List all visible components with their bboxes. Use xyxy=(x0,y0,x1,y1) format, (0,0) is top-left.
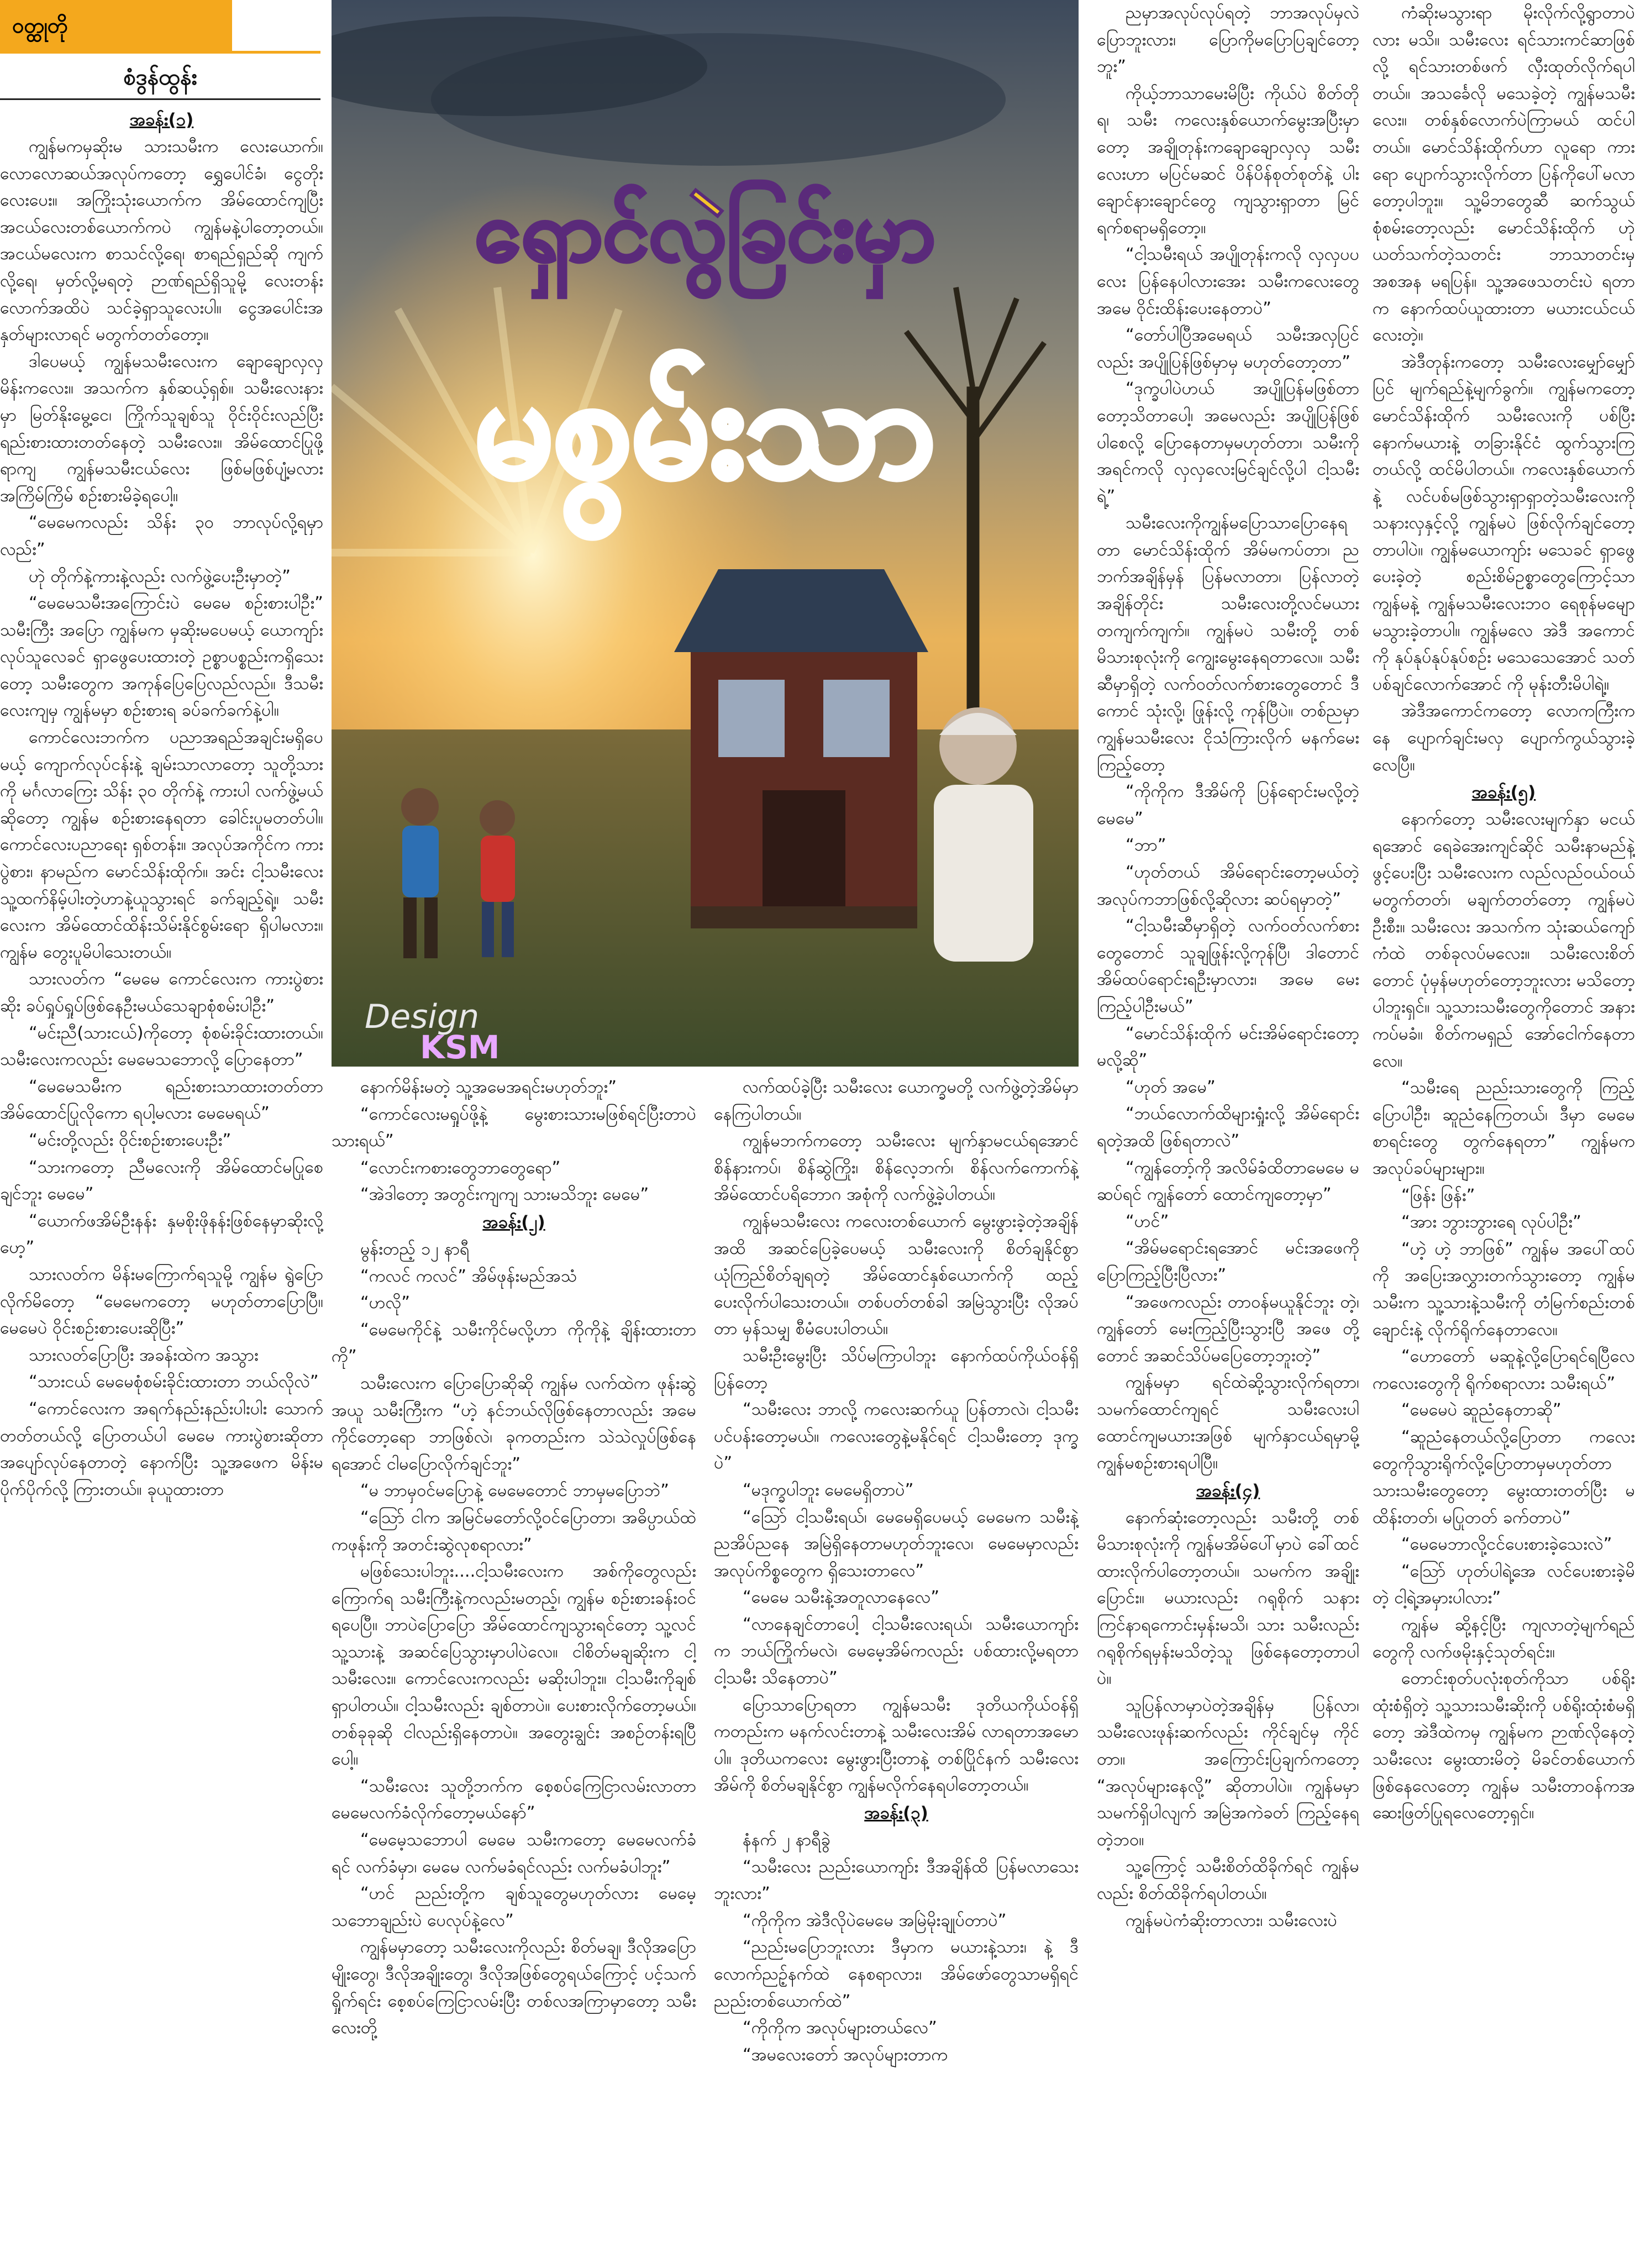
paragraph: “ဟလို” xyxy=(360,1293,411,1313)
paragraph: “သားငယ် မေမေစုံစမ်းခိုင်းထားတာ ဘယ်လိုလဲ” xyxy=(29,1372,319,1392)
paragraph: “တော်ပါပြီအမေရယ် သမီးအလှပြင်လည်း အပျိုပြန်ဖြစ်မှာမှ မဟုတ်တော့တာ” xyxy=(1097,326,1359,372)
cover-illustration xyxy=(332,0,1079,1067)
paragraph: “ကောင်လေးက အရက်နည်းနည်းပါးပါး သောက်တတ်တယ်လို့ ပြောတယ်ပါ မေမေ ကားပွဲစားဆိုတာ အပျော်လုပ်နေတာတဲ့ နောက်ပြီး သူ့အဖေက မိန်းမ ပိုက်ပိုက်လို့ ကြားတယ်။ ခုယူထားတာ xyxy=(0,1399,323,1499)
paragraph: “ငါ့သမီးရယ် အပျိုတုန်းကလို လှလှပပလေး ပြန်နေပါလားအေး သမီးကလေးတွေ အမေ ဝိုင်းထိန်းပေးနေတာပဲ” xyxy=(1097,245,1359,318)
paragraph: သမီးလေးကိုကျွန်မပြောသာပြောနေရတာ မောင်သိန်းထိုက် အိမ်မကပ်တာ၊ ညဘက်အချိန်မှန် ပြန်မလာတာ၊ ပြန်လာတဲ့အချိန်တိုင်း သမီးလေးတို့လင်မယား တကျက်ကျက်။ ကျွန်မပဲ သမီးတို့ တစ်မိသားစုလုံးကို ကျွေးမွေးနေရတာလေ။ သမီးဆီမှာရှိတဲ့ လက်ဝတ်လက်စားတွေတောင် ဒီကောင် သုံးလို့၊ ဖြုန်းလို့ ကုန်ပြီပဲ။ တစ်ညမှာ ကျွန်မသမီးလေး ငိုသံကြားလိုက် မနက်မေးကြည့်တော့ xyxy=(1097,513,1359,775)
paragraph: “လာနေချင်တာပေါ့ ငါ့သမီးလေးရယ်၊ သမီးယောကျာ်းက ဘယ်ကြိုက်မလဲ၊ မေမေ့အိမ်ကလည်း ပစ်ထားလို့မရတာ ငါ့သမီး သိနေတာပဲ” xyxy=(714,1614,1079,1688)
paragraph: “ကျွန်တော့်ကို အလိမ်ခံထိတာမေမေ မဆပ်ရင် ကျွန်တော် ထောင်ကျတော့မှာ” xyxy=(1097,1158,1359,1205)
paragraph: “သြော် ဟုတ်ပါရဲ့အေ လင်ပေးစားခဲ့မိတဲ့ ငါ့ရဲ့အမှားပါလား” xyxy=(1373,1561,1635,1608)
paragraph: မဖြစ်သေးပါဘူး....ငါ့သမီးလေးက အစ်ကိုတွေလည်းကြောက်ရ သမီးကြီးနဲ့ကလည်းမတည့်၊ ကျွန်မ စဉ်းစားခန်းဝင်ရပေပြီ။ ဘာပဲပြောပြော အိမ်ထောင်ကျသွားရင်တော့ သူ့လင်သူ့သားနဲ့ အဆင်ပြေသွားမှာပါပဲလေ။ ငါစိတ်မချဆိုးက ငါ့သမီးလေး။ ကောင်လေးကလည်း မဆိုးပါဘူး။ ငါ့သမီးကိုချစ်ရှာပါတယ်။ ငါ့သမီးလည်း ချစ်တာပဲ။ ပေးစားလိုက်တော့မယ်။ တစ်ခုခုဆို ငါလည်းရှိနေတာပဲ။ အတွေးချွင်း အစဉ်တန်းရပြီပေါ့။ xyxy=(332,1562,696,1770)
house xyxy=(674,569,928,928)
paragraph: သူပြန်လာမှာပဲတဲ့အချိန်မှ ပြန်လာ၊ သမီးလေးဖုန်းဆက်လည်း ကိုင်ချင်မှ ကိုင်တာ။ အကြောင်းပြချက်ကတော့ “အလုပ်များနေလို့” ဆိုတာပါပဲ။ ကျွန်မမှာ သမက်ရှိပါလျက် အမြဲအကဲခတ် ကြည့်နေရတဲ့ဘဝ။ xyxy=(1097,1695,1359,1850)
paragraph: “မေမေပဲ ဆူညံနေတာဆို” xyxy=(1401,1400,1562,1420)
paragraph: “ညည်းမပြောဘူးလား ဒီမှာက မယားနဲ့သား၊ နဲ့ ဒီလောက်ညဉ့်နက်ထဲ နေစရာလား၊ အိမ်ဖော်တွေသာမရှိရင် ညည်းတစ်ယောက်ထဲ” xyxy=(714,1938,1079,2011)
paragraph: “လောင်းကစားတွေဘာတွေရော” xyxy=(360,1158,561,1178)
paragraph: ကိုယ့်ဘာသာမေးမိပြီး ကိုယ်ပဲ စိတ်တိုရ၊ သမီး ကလေးနှစ်ယောက်မွေးအပြီးမှာတော့ အချိုတုန်းကချောချောလှလှ သမီးလေးဟာ မပြင်မဆင် ပိန်ပိန်စုတ်စုတ်နဲ့ ပါးချောင်နားချောင်တွေ ကျသွားရှာတာ မြင်ရက်စရာမရှိတော့။ xyxy=(1097,83,1359,238)
paragraph: “မေမေဘာလို့ငင်ပေးစားခဲ့သေးလဲ” xyxy=(1401,1535,1612,1555)
paragraph: “ကိုကိုက ဒီအိမ်ကို ပြန်ရောင်းမလို့တဲ့ မေမေ” xyxy=(1097,782,1359,828)
paragraph: “မေမေသမီးအကြောင်းပဲ မေမေ စဉ်းစားပါဦး” သမီးကြီး အပြော ကျွန်မက မှဆိုးမပေမယ့် ယောကျာ်းလုပ်သူလေခင် ရှာဖွေပေးထားတဲ့ ဥစ္စာပစ္စည်းကရှိသေးတော့ သမီးတွေက အကုန်ပြေပြေလည်လည်။ ဒီသမီးလေးကျမှ ကျွန်မမှာ စဉ်းစားရ ခပ်ခက်ခက်နဲ့ပါ။ xyxy=(0,594,323,721)
paragraph: “သြော် ငါက အမြင်မတော်လို့ဝင်ပြောတာ၊ အဓိပ္ပာယ်ထဲကဖုန်းကို အတင်းဆွဲလုစရာလား” xyxy=(332,1508,696,1555)
paragraph: သားလတ်ပြောပြီး အခန်းထဲက အသွား xyxy=(29,1345,259,1365)
paragraph: “ဒုက္ခပါပဲဟယ် အပျိုပြန်မဖြစ်တာ တော့သိတာပေါ့၊ အမေလည်း အပျိုပြန်ဖြစ်ပါစေလို့ ပြောနေတာမှမဟုတ်တာ၊ သမီးကို အရင်ကလို လှလှလေးမြင်ချင်လို့ပါ ငါ့သမီးရဲ့” xyxy=(1097,379,1359,506)
paragraph: ကျွန်မပဲကံဆိုးတာလား၊ သမီးလေးပဲ xyxy=(1126,1910,1337,1930)
paragraph: “ယောက်ဖအိမ်ဦးနန်း နှမစိုးဖိုနန်းဖြစ်နေမှာဆိုးလို့ဟေ့” xyxy=(0,1211,323,1258)
paragraph: “ဟင် ညည်းတို့က ချစ်သူတွေမဟုတ်လား မေမေ့သဘောချည်းပဲ ပေလုပ်နဲ့လေ” xyxy=(332,1884,696,1930)
paragraph: “ဟဲ့ ဟဲ့ ဘာဖြစ်” ကျွန်မ အပေါ်ထပ်ကို အပြေးအလွှားတက်သွားတော့ ကျွန်မသမီးက သူ့သားနဲ့သမီးကို တံမြက်စည်းတစ်ချောင်းနဲ့ လိုက်ရိုက်နေတာလေ။ xyxy=(1373,1239,1635,1340)
paragraph: ကျွန်မမှာ ရင်ထဲဆို့သွားလိုက်ရတာ၊ သမက်ထောင်ကျရင် သမီးလေးပါ ထောင်ကျမယားအဖြစ် မျက်နှာငယ်ရမှာမို့ ကျွန်မစဉ်းစားရပါပြီ။ xyxy=(1097,1373,1359,1473)
paragraph: နောက်တော့ သမီးလေးမျက်နှာ မငယ်ရအောင် ရေခဲအေးကျင်ဆိုင် သမီးနာမည်နဲ့ဖွင့်ပေးပြီး သမီးလေးက လည်လည်ဝယ်ဝယ် မတွက်တတ်၊ မချက်တတ်တော့ ကျွန်မပဲ ဦးစီး။ သမီးလေး အသက်က သုံးဆယ်ကျော်ကံထဲ တစ်ခုလပ်မလေး။ သမီးလေးစိတ်တောင် ပုံမှန်မဟုတ်တော့ဘူးလား မသိတော့ပါဘူးရှင်။ သူ့သားသမီးတွေကိုတောင် အနားကပ်မခံ။ စိတ်ကမရှည် အော်ငေါက်နေတာလေ။ xyxy=(1373,810,1635,1071)
cover-title-line1: ရှောင်လွဲခြင်းမှာ xyxy=(474,183,936,280)
paragraph: သူ့ကြောင့် သမီးစိတ်ထိခိုက်ရင် ကျွန်မလည်း စိတ်ထိခိုက်ရပါတယ်။ xyxy=(1097,1857,1359,1903)
paragraph: “ဖြန်း ဖြန်း” xyxy=(1401,1185,1475,1205)
column-2 xyxy=(332,1074,696,2265)
paragraph: “ကိုကိုက အလုပ်များတယ်လေ” xyxy=(743,2018,937,2038)
paragraph: နောက်မိန်းမတဲ့ သူ့အမေအရင်းမဟုတ်ဘူး” xyxy=(360,1078,617,1097)
paragraph: “မေမေသမီးက ရည်းစားသာထားတတ်တာ အိမ်ထောင်ပြုလိုကော ရပါ့မလား မေမေရယ်” xyxy=(0,1077,323,1124)
paragraph: “သမီးလေး ဘာလို့ ကလေးဆက်ယူ ပြန်တာလဲ၊ ငါ့သမီးပင်ပန်းတော့မယ်။ ကလေးတွေနဲ့မနိုင်ရင် ငါ့သမီးတော့ ဒုက္ခပဲ” xyxy=(714,1400,1079,1473)
author-divider xyxy=(0,98,320,100)
paragraph: “သမီးလေး သူတို့ဘက်က စေ့စပ်ကြေငြာလမ်းလာတာ မေမေလက်ခံလိုက်တော့မယ်နော်” xyxy=(332,1776,696,1823)
paragraph: ကောင်လေးဘက်က ပညာအရည်အချင်းမရှိပေမယ့် ကျောက်လုပ်ငန်းနဲ့ ချမ်းသာလာတော့ သူတို့သားကို မင်္ဂလာကြေး သိန်း ၃၀ တိုက်နဲ့ ကားပါ လက်ဖွဲ့မယ်ဆိုတော့ ကျွန်မ စဉ်းစားနေရတာ ခေါင်းပူမတတ်ပါ။ ကောင်လေးပညာရေး ရှစ်တန်း။ အလုပ်အကိုင်က ကားပွဲစား၊ နာမည်က မောင်သိန်းထိုက်။ အင်း ငါ့သမီးလေး သူ့ထက်နိမ့်ပါးတဲ့ဟာနဲ့ယူသွားရင် ခက်ချည့်ရဲ့။ သမီးလေးက အိမ်ထောင်ထိန်းသိမ်းနိုင်စွမ်းရော ရှိပါမလား။ ကျွန်မ တွေးပူမိပါသေးတယ်။ xyxy=(0,728,323,962)
paragraph: “ဘာ” xyxy=(1126,836,1166,855)
paragraph: ကျွန်မ ဆို့နင့်ပြီး ကျလာတဲ့မျက်ရည်တွေကို လက်ဖမိုးနှင့်သုတ်ရင်း။ xyxy=(1373,1615,1635,1662)
paragraph: “ဟင်” xyxy=(1126,1211,1169,1231)
paragraph: သားလတ်က မိန်းမကြောက်ရသူမို့ ကျွန်မ ရွဲပြောလိုက်မိတော့ “မေမေကတော့ မဟုတ်တာပြောပြီ။ မေမေပဲ ဝိုင်းစဉ်းစားပေးဆိုပြီး” xyxy=(0,1264,323,1338)
paragraph: “မ ဘာမှဝင်မပြောနဲ့ မေမေတောင် ဘာမှမပြောဘဲ” xyxy=(360,1481,669,1501)
paragraph: မွန်းတည့် ၁၂ နာရီ xyxy=(360,1239,470,1259)
paragraph: ကျွန်မမှာတော့ သမီးလေးကိုလည်း စိတ်မချ၊ ဒီလိုအပြောမျိုးတွေ၊ ဒီလိုအချိုးတွေ၊ ဒီလိုအဖြစ်တွေရယ်ကြောင့် ပင့်သက်ရှိုက်ရင်း စေ့စပ်ကြေငြာလမ်းပြီး တစ်လအကြာမှာတော့ သမီးလေးတို့ xyxy=(332,1938,696,2038)
paragraph: နံနက် ၂ နာရီခွဲ xyxy=(743,1830,830,1850)
paragraph: “မေမေ သမီးနဲ့အတူလာနေလေ” xyxy=(743,1588,940,1608)
chapter-heading: အခန်း(၄) xyxy=(1196,1481,1260,1501)
section-tag-underline xyxy=(0,51,320,54)
paragraph: သမီးဦးမွေးပြီး သိပ်မကြာပါဘူး နောက်ထပ်ကိုယ်ဝန်ရှိပြန်တော့ xyxy=(714,1346,1079,1393)
paragraph: သမီးလေးက ပြောပြောဆိုဆို ကျွန်မ လက်ထဲက ဖုန်းဆွဲအယူ သမီးကြီးက “ဟဲ့ နင်ဘယ်လိုဖြစ်နေတာလည်း အမေကိုင်တော့ရော ဘာဖြစ်လဲ၊ ခုကတည်းက သဲသဲလှုပ်ဖြစ်နေရအောင် ငါမပြောလိုက်ချင်ဘူး” xyxy=(332,1373,696,1474)
paragraph: “မင်းတို့လည်း ဝိုင်းစဉ်းစားပေးဦး” xyxy=(29,1130,232,1150)
column-3 xyxy=(714,1074,1079,2265)
paragraph: “သမီးလေး ညည်းယောကျာ်း ဒီအချိန်ထိ ပြန်မလာသေးဘူးလား” xyxy=(714,1857,1079,1904)
paragraph: ကျွန်မသမီးလေး ကလေးတစ်ယောက် မွေးဖွားခဲ့တဲ့အချိန်အထိ အဆင်ပြေခဲ့ပေမယ့် သမီးလေးကို စိတ်ချနိုင်စွာ ယုံကြည်စိတ်ချရတဲ့ အိမ်ထောင်နှစ်ယောက်ကို ထည့်ပေးလိုက်ပါသေးတယ်။ တစ်ပတ်တစ်ခါ အမြဲသွားပြီး လိုအပ်တာ မှန်သမျှ စီမံပေးပါတယ်။ xyxy=(714,1211,1079,1339)
paragraph: “အမလေးတော် အလုပ်များတာက xyxy=(743,2045,948,2065)
paragraph: “ငါ့သမီးဆီမှာရှိတဲ့ လက်ဝတ်လက်စားတွေတောင် သူချဖြုန်းလို့ကုန်ပြီ၊ ဒါတောင် အိမ်ထပ်ရောင်းရဦးမှာလား၊ အမေ မေးကြည့်ပါဦးမယ်” xyxy=(1097,916,1359,1016)
paragraph: “မေမေကလည်း သိန်း ၃၀ ဘာလုပ်လို့ရမှာလည်း” xyxy=(0,513,323,559)
paragraph: “ဘယ်လောက်ထိများရှုံးလို့ အိမ်ရောင်းရတဲ့အထိ ဖြစ်ရတာလဲ” xyxy=(1097,1104,1359,1151)
paragraph: “အဲဒါတော့ အတွင်းကျကျ သားမသိဘူး မေမေ” xyxy=(360,1185,649,1205)
paragraph: သားလတ်က “မေမေ ကောင်လေးက ကားပွဲစားဆိုး ခပ်ရှုပ်ရှုပ်ဖြစ်နေဦးမယ်သေချာစုံစမ်းပါဦး” xyxy=(0,969,323,1016)
paragraph: ညမှာအလုပ်လုပ်ရတဲ့ ဘာအလုပ်မှလဲ ပြောဘူးလား၊ ပြောကိုမပြောပြချင်တော့ဘူး” xyxy=(1097,3,1359,77)
paragraph: “ဟုတ် အမေ” xyxy=(1126,1077,1216,1097)
paragraph: တောင်းစုတ်ပလုံးစုတ်ကိုသာ ပစ်ရိုးထုံးစံရှိတဲ့ သူ့သားသမီးဆိုးကို ပစ်ရိုးထုံးစံမရှိတော့ အဲဒီထဲကမှ ကျွန်မက ဉာဏ်လိုနေတဲ့ သမီးလေး မွေးထားမိတဲ့ မိခင်တစ်ယောက်ဖြစ်နေလေတော့ ကျွန်မ သမီးတာဝန်ကအဆေးဖြတ်ပြုရလေတော့ရှင်။ xyxy=(1373,1669,1635,1823)
column-1 xyxy=(0,106,323,2264)
cover-designer: KSM xyxy=(420,1028,500,1066)
paragraph: “ကိုကိုက အဲဒီလိုပဲမေမေ အမြဲမိုးချုပ်တာပဲ” xyxy=(743,1910,1007,1930)
column-5 xyxy=(1373,0,1635,2264)
chapter-heading: အခန်း(၅) xyxy=(1471,783,1536,803)
author-name: စံဒွန်ထွန်း xyxy=(123,65,197,90)
paragraph: “ကောင်လေးမရှုပ်ဖို့နဲ့ မွေးစားသားမဖြစ်ရင်ပြီးတာပဲ သားရယ်” xyxy=(332,1104,696,1151)
paragraph: ပြောသာပြောရတာ ကျွန်မသမီး ဒုတိယကိုယ်ဝန်ရှိကတည်းက မနက်လင်းတာနဲ့ သမီးလေးအိမ် လာရတာအမောပါ။ ဒုတိယကလေး မွေးဖွားပြီးတာနဲ့ တစ်ပြိုင်နက် သမီးလေးအိမ်ကို စိတ်မချနိုင်စွာ ကျွန်မလိုက်နေရပါတော့တယ်။ xyxy=(714,1695,1079,1796)
paragraph: “မဒုက္ခပါဘူး မေမေရှိတာပဲ” xyxy=(743,1480,914,1500)
paragraph: “မေမေကိုင်နဲ့ သမီးကိုင်မလို့ဟာ ကိုကိုနဲ့ ချိန်းထားတာကို” xyxy=(332,1320,696,1367)
paragraph: “ဆူညံနေတယ်လို့ပြောတာ ကလေးတွေကိုသွားရိုက်လို့ပြောတာမှမဟုတ်တာ သားသမီးတွေတော့ မွေးထားတတ်ပြီး မထိန်းတတ်၊ မပြုတတ် ခက်တာပဲ” xyxy=(1373,1427,1635,1527)
paragraph: ဟုဲ တိုက်နဲ့ကားနဲ့လည်း လက်ဖွဲ့ပေးဦးမှာတဲ့” xyxy=(29,566,291,586)
paragraph: အဲဒီအကောင်ကတော့ လောကကြီးကနေ ပျောက်ချင်းမလှ ပျောက်ကွယ်သွားခဲ့လေပြီ။ xyxy=(1373,701,1635,775)
paragraph: “အိမ်မရောင်းရအောင် မင်းအဖေကို ပြောကြည့်ပြီးပြီလား” xyxy=(1097,1238,1359,1285)
paragraph: “ကလင် ကလင်” အိမ်ဖုန်းမည်အသံ xyxy=(360,1266,577,1286)
paragraph: ကံဆိုးမသွားရာ မိုးလိုက်လို့ရွာတာပဲလား မသိ။ သမီးလေး ရင်သားကင်ဆာဖြစ်လို့ ရင်သားတစ်ဖက် လှီးထုတ်လိုက်ရပါတယ်။ အသင်္ခေလို မသေခဲ့တဲ့ ကျွန်မသမီးလေး။ တစ်နှစ်လောက်ပဲကြာမယ် ထင်ပါတယ်။ မောင်သိန်းထိုက်ဟာ လူရော ကားရော ပျောက်သွားလိုက်တာ ပြန်ကိုပေါ်မလာတော့ပါဘူး။ သူ့မိဘတွေဆီ ဆက်သွယ်စုံစမ်းတော့လည်း မောင်သိန်းထိုက် ဟုဲ ယတ်သက်တဲ့သတင်း ဘာသာတင်းမှ အစအန မရပြန်။ သူ့အဖေသတင်းပဲ ရတာက နောက်ထပ်ယူထားတာ မယားငယ်ငယ်လေးတဲ့။ xyxy=(1373,3,1635,345)
section-tag: ဝတ္ထုတို xyxy=(0,0,232,51)
paragraph: “ဟောတော် မဆူနဲ့လို့ပြောရင်ရပြီလေ ကလေးတွေကို ရိုက်စရာလား သမီးရယ်” xyxy=(1373,1347,1635,1393)
cover-title-line2: မစွမ်းသာ xyxy=(474,347,936,508)
paragraph: “သမီးရေ ညည်းသားတွေကို ကြည့်ပြောပါဦး၊ ဆူညံနေကြတယ်၊ ဒီမှာ မေမေစာရင်းတွေ တွက်နေရတာ” ကျွန်မက အလုပ်ခပ်များများ။ xyxy=(1373,1078,1635,1178)
chapter-heading: အခန်း(၂) xyxy=(482,1212,545,1232)
paragraph: “မေမေ့သဘောပါ မေမေ သမီးကတော့ မေမေလက်ခံရင် လက်ခံမှာ၊ မေမေ လက်မခံရင်လည်း လက်မခံပါဘူး” xyxy=(332,1830,696,1877)
paragraph: နောက်ဆုံးတော့လည်း သမီးတို့ တစ်မိသားစုလုံးကို ကျွန်မအိမ်ပေါ်မှာပဲ ခေါ်ထင်ထားလိုက်ပါတော့တယ်။ သမက်က အချိုးပြောင်း။ မယားလည်း ဂရုစိုက် သနားကြင်နာရကောင်းမှန်းမသိ၊ သား သမီးလည်း ဂရုစိုက်ရမှန်းမသိတဲ့သူ ဖြစ်နေတော့တာပါပဲ။ xyxy=(1097,1508,1359,1689)
chapter-heading: အခန်း(၃) xyxy=(864,1803,928,1824)
paragraph: “အား ဘွားဘွားရေ လုပ်ပါဦး” xyxy=(1401,1212,1581,1232)
paragraph: ကျွန်မကမှဆိုးမ သားသမီးက လေးယောက်။ လောလောဆယ်အလုပ်ကတော့ ရွှေပေါင်ခံ၊ ငွေတိုးလေးပေး။ အကြိုးသုံးယောက်က အိမ်ထောင်ကျပြီး အငယ်လေးတစ်ယောက်ကပဲ ကျွန်မနဲ့ပါတော့တယ်။ အငယ်မလေးက စာသင်လို့ရေ၊ စာရည်ရှည်ဆို ကျက်လို့ရေ၊ မှတ်လို့မရတဲ့ ဉာဏ်ရည်ရှိသူမို့ လေးတန်းလောက်အထိပဲ သင်ခဲ့ရှာသူလေးပါ။ ငွေအပေါင်းအနှတ်များလာရင် မတွက်တတ်တော့။ xyxy=(0,137,323,345)
paragraph: အဲဒီတုန်းကတော့ သမီးလေးမျှော်မျှော်ပြင် မျက်ရည်နဲ့မျက်ခွက်။ ကျွန်မကတော့ မောင်သိန်းထိုက် သမီးလေးကို ပစ်ပြီး နောက်မယားနဲ့ တခြားနိုင်ငံ ထွက်သွားကြတယ်လို့ ထင်မိပါတယ်။ ကလေးနှစ်ယောက်နဲ့ လင်ပစ်မဖြစ်သွားရှာရှာတဲ့သမီးလေးကို သနားလှနှင့်လို့ ကျွန်မပဲ ဖြစ်လိုက်ချင်တော့တာပါပဲ။ ကျွန်မယောကျာ်း မသေခင် ရှာဖွေပေးခဲ့တဲ့ စည်းစိမ်ဥစ္စာတွေကြောင့်သာ ကျွန်မနဲ့ ကျွန်မသမီးလေးဘဝ ရေစုန်မမျောမသွားခဲ့တာပါ။ ကျွန်မလေ အဲဒီ အကောင်ကို နုပ်နုပ်နုပ်နုပ်စဉ်း မသေသေအောင် သတ်ပစ်ချင်လောက်အောင် ကို မုန်းတီးမိပါရဲ့။ xyxy=(1373,352,1635,694)
paragraph: “ဟုတ်တယ် အိမ်ရောင်းတော့မယ်တဲ့ အလုပ်ကဘာဖြစ်လို့ဆိုလား ဆပ်ရမှာတဲ့” xyxy=(1097,863,1359,909)
paragraph: “မင်းညီ(သားငယ်)ကိုတော့ စုံစမ်းခိုင်းထားတယ်။ သမီးလေးကလည်း မေမေသဘောလို့ ပြောနေတာ” xyxy=(0,1023,323,1070)
column-4 xyxy=(1097,0,1359,2264)
cover-design-label: Design xyxy=(365,998,480,1036)
paragraph: လက်ထပ်ခဲ့ပြီး သမီးလေး ယောက္ခမတို့ လက်ဖွဲ့တဲ့အိမ်မှာ နေကြပါတယ်။ xyxy=(714,1078,1079,1124)
paragraph: “မောင်သိန်းထိုက် မင်းအိမ်ရောင်းတော့မလို့ဆို” xyxy=(1097,1023,1359,1070)
paragraph: “အဖေကလည်း တာဝန်မယူနိုင်ဘူး တဲ့၊ ကျွန်တော် မေးကြည့်ပြီးသွားပြီ အဖေ တို့တောင် အဆင်သိပ်မပြေတော့ဘူးတဲ့” xyxy=(1097,1292,1359,1366)
paragraph: ဒါပေမယ့် ကျွန်မသမီးလေးက ချောချောလှလှမိန်းကလေး။ အသက်က နှစ်ဆယ့်ရှစ်။ သမီးလေးနားမှာ မြတ်နိုးမွေ့ငေ၊ ကြိုက်သူချစ်သူ ဝိုင်းဝိုင်းလည်ပြီး ရည်းစားထားတတ်နေတဲ့ သမီးလေး။ အိမ်ထောင်ပြုဖို့ရာကျ ကျွန်မသမီးငယ်လေး ဖြစ်မဖြစ်ပျံ့မလား အကြိမ်ကြိမ် စဉ်းစားမိခဲ့ရပေါ့။ xyxy=(0,351,323,506)
paragraph: “သားကတော့ ညီမလေးကို အိမ်ထောင်မပြုစေချင်ဘူး မေမေ” xyxy=(0,1157,323,1204)
chapter-heading: အခန်း(၁) xyxy=(129,110,194,130)
paragraph: “သြော် ငါ့သမီးရယ်၊ မေမေရှိပေမယ့် မေမေက သမီးနဲ့ ညအိပ်ညနေ အမြဲရှိနေတာမဟုတ်ဘူးလေ၊ မေမေမှာလည်း အလုပ်ကိစ္စတွေက ရှိသေးတာလေ” xyxy=(714,1507,1079,1581)
paragraph: ကျွန်မဘက်ကတော့ သမီးလေး မျက်နှာမငယ်ရအောင် စိန်နားကပ်၊ စိန်ဆွဲကြိုး၊ စိန်လေ့ဘက်၊ စိန်လက်ကောက်နဲ့ အိမ်ထောင်ပရိဘောဂ အစုံကို လက်ဖွဲ့ခဲ့ပါတယ်။ xyxy=(714,1131,1079,1205)
